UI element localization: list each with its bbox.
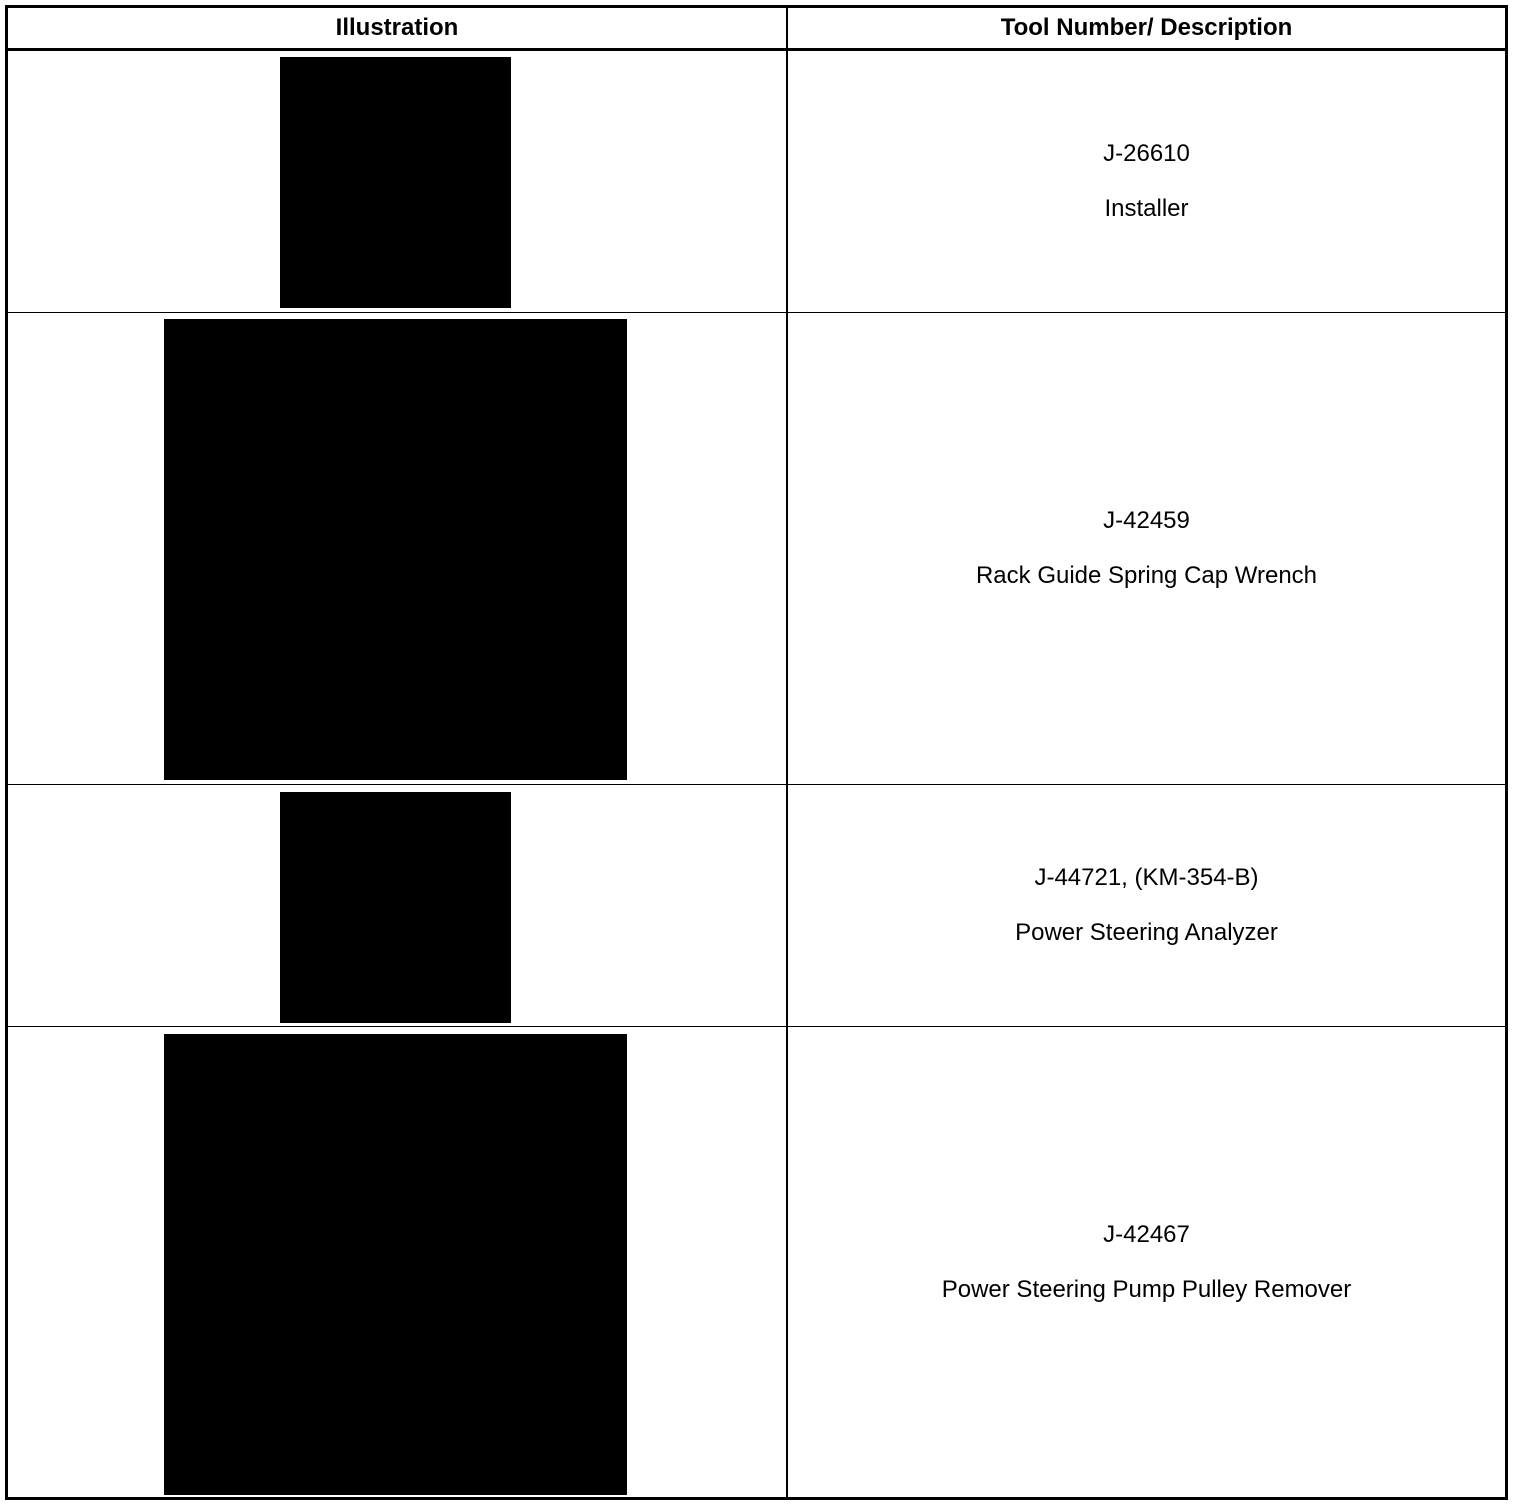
tool-number: J-42467	[1103, 1220, 1190, 1248]
tool-description-cell	[788, 313, 1505, 784]
tool-number: J-26610	[1103, 140, 1190, 167]
table-header-row	[8, 8, 1505, 51]
table-row	[8, 1027, 1505, 1497]
tool-illustration-image	[280, 792, 511, 1023]
tool-illustration-image	[164, 1034, 627, 1495]
header-illustration: Illustration	[335, 14, 459, 41]
tool-description: Power Steering Analyzer	[1015, 919, 1278, 946]
tool-illustration-image	[164, 319, 627, 780]
table-row	[8, 51, 1505, 313]
tool-description: Power Steering Pump Pulley Remover	[941, 1275, 1352, 1303]
tool-description: Installer	[1104, 195, 1189, 222]
table-row	[8, 313, 1505, 785]
tool-illustration-image	[280, 57, 511, 308]
tool-description-cell	[788, 51, 1505, 312]
tool-description: Rack Guide Spring Cap Wrench	[975, 562, 1318, 589]
special-tools-table	[5, 5, 1508, 1500]
table-row	[8, 785, 1505, 1027]
tool-number: J-44721, (KM-354-B)	[1034, 864, 1259, 891]
tool-number: J-42459	[1103, 507, 1190, 534]
tool-description-cell	[788, 785, 1505, 1026]
tool-description-cell	[788, 1027, 1505, 1497]
header-tool-description: Tool Number/ Description	[1000, 14, 1293, 41]
